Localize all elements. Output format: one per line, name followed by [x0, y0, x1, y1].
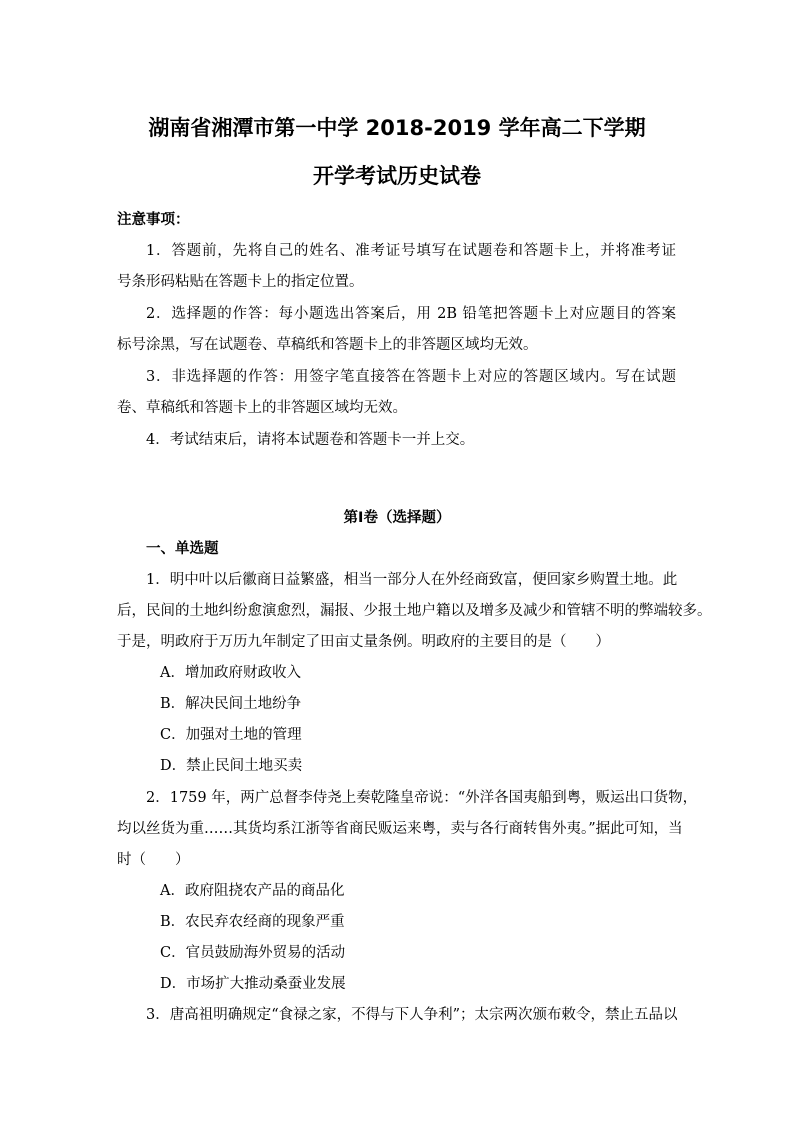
notice-heading: 注意事项：	[117, 212, 190, 228]
question-2-line: 2．1759 年，两广总督李侍尧上奏乾隆皇帝说：“外洋各国夷船到粤，贩运出口货物，	[146, 790, 698, 806]
question-1-option-c: C．加强对土地的管理	[160, 727, 302, 743]
notice-line: 卷、草稿纸和答题卡上的非答题区域均无效。	[117, 400, 407, 416]
section-title: 第Ⅰ卷（选择题）	[343, 510, 451, 526]
question-1-line: 于是，明政府于万历九年制定了田亩丈量条例。明政府的主要目的是（ ）	[117, 634, 610, 650]
question-2-option-b: B．农民弃农经商的现象严重	[160, 914, 345, 930]
question-3-line: 3．唐高祖明确规定“食禄之家，不得与下人争利”；太宗两次颁布敕令，禁止五品以	[146, 1007, 678, 1023]
question-2-line: 均以丝货为重……其货均系江浙等省商民贩运来粤，卖与各行商转售外夷。”据此可知，当	[117, 821, 683, 837]
question-1-option-a: A．增加政府财政收入	[160, 665, 301, 681]
page-title-line-1: 湖南省湘潭市第一中学 2018-2019 学年高二下学期	[148, 116, 646, 140]
question-2-option-d: D．市场扩大推动桑蚕业发展	[160, 976, 346, 992]
notice-line: 号条形码粘贴在答题卡上的指定位置。	[117, 274, 364, 290]
question-2-option-a: A．政府阻挠农产品的商品化	[160, 883, 345, 899]
notice-line: 1．答题前，先将自己的姓名、准考证号填写在试题卷和答题卡上，并将准考证	[146, 243, 676, 259]
question-2-line: 时（ ）	[117, 852, 190, 868]
notice-line: 2．选择题的作答：每小题选出答案后，用 2B 铅笔把答题卡上对应题目的答案	[146, 306, 676, 322]
question-2-option-c: C．官员鼓励海外贸易的活动	[160, 945, 346, 961]
notice-line: 4．考试结束后，请将本试题卷和答题卡一并上交。	[146, 432, 475, 448]
notice-line: 3．非选择题的作答：用签字笔直接答在答题卡上对应的答题区域内。写在试题	[146, 369, 676, 385]
page-title-line-2: 开学考试历史试卷	[313, 164, 481, 188]
question-1-line: 1．明中叶以后徽商日益繁盛，相当一部分人在外经商致富，便回家乡购置土地。此	[146, 572, 678, 588]
part-title: 一、单选题	[146, 541, 219, 557]
question-1-option-b: B．解决民间土地纷争	[160, 696, 302, 712]
notice-line: 标号涂黑，写在试题卷、草稿纸和答题卡上的非答题区域均无效。	[117, 337, 538, 353]
question-1-option-d: D．禁止民间土地买卖	[160, 758, 303, 774]
question-1-line: 后，民间的土地纠纷愈演愈烈，漏报、少报土地户籍以及增多及减少和管辖不明的弊端较多。	[117, 603, 712, 619]
